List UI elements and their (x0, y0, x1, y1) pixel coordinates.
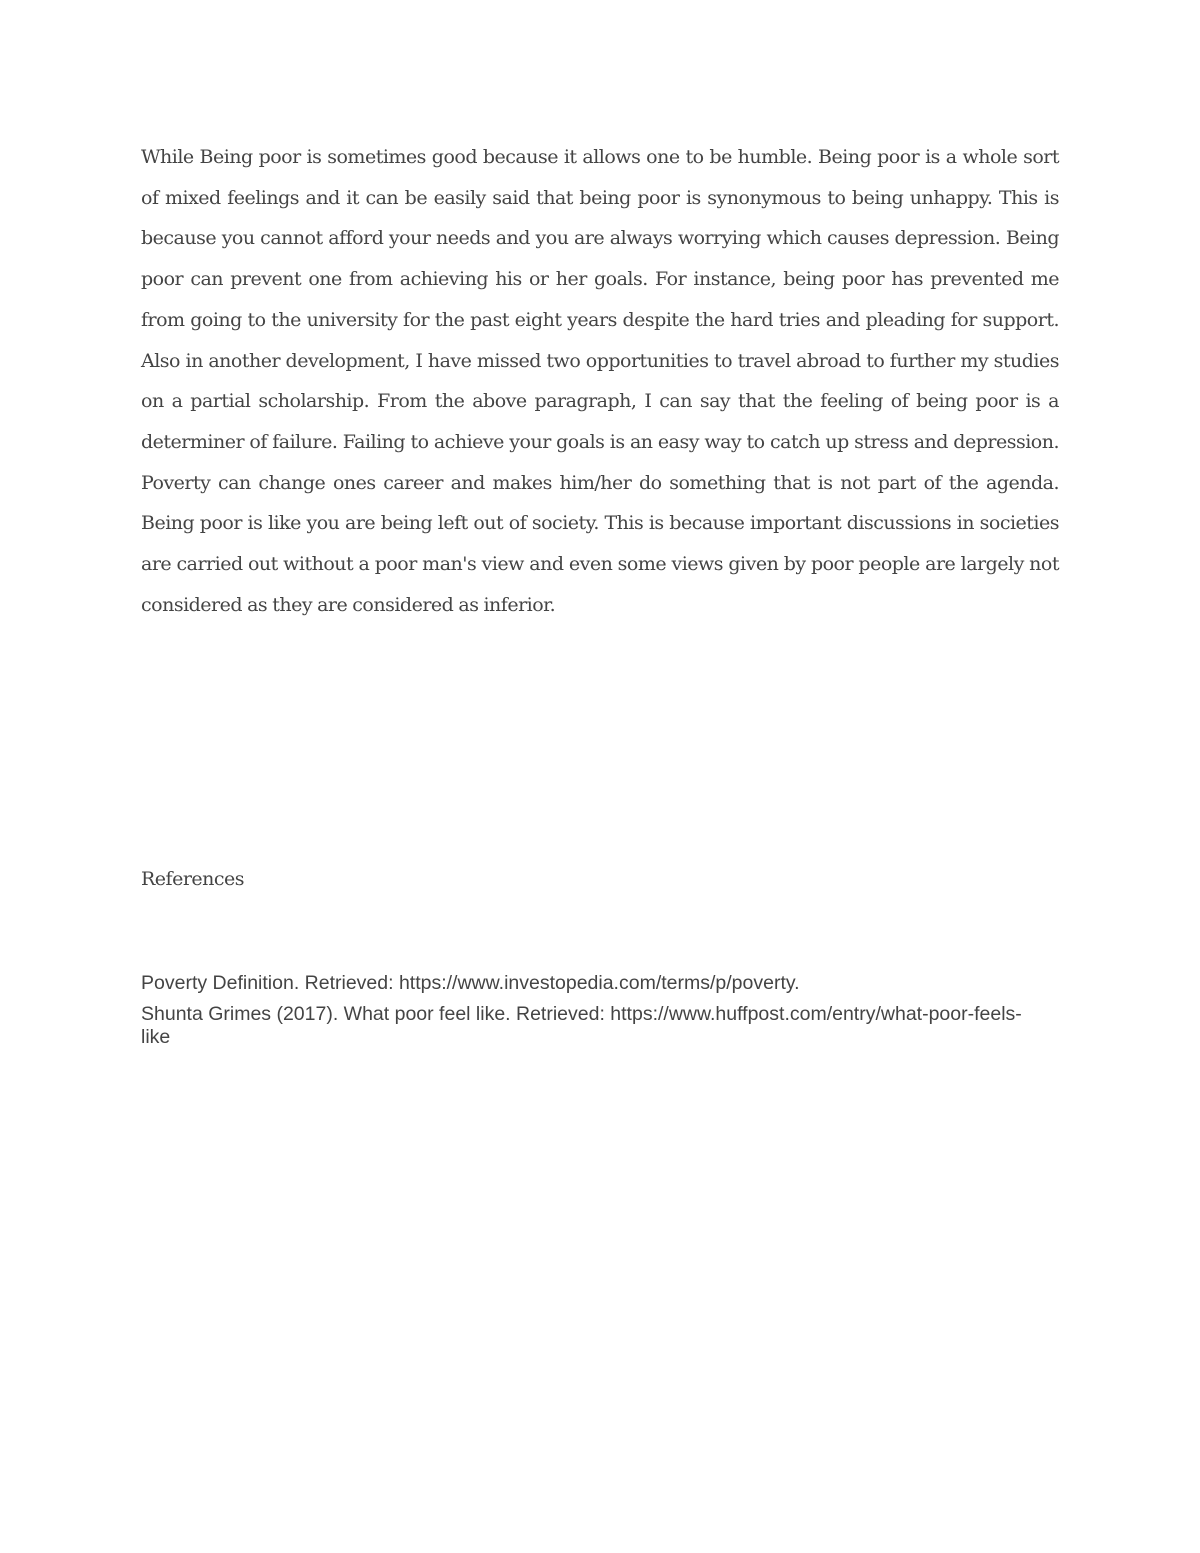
reference-item: Poverty Definition. Retrieved: https://www.investopedia.com/terms/p/poverty. (141, 972, 800, 994)
reference-item: Shunta Grimes (2017). What poor feel like. Retrieved: https://www.huffpost.com/entry/what-poor-feels-like (141, 1003, 1022, 1048)
references-heading: References (141, 868, 245, 890)
body-paragraph: While Being poor is sometimes good because it allows one to be humble. Being poor is a whole sort of mixed feelings and it can be easily said that being poor is synonymous to being unhappy. This is because you cannot afford your needs and you are always worrying which causes depression. Being poor can prevent one from achieving his or her goals. For instance, being poor has prevented me from going to the university for the past eight years despite the hard tries and pleading for support. Also in another development, I have missed two opportunities to travel abroad to further my studies on a partial scholarship. From the above paragraph, I can say that the feeling of being poor is a determiner of failure. Failing to achieve your goals is an easy way to catch up stress and depression. Poverty can change ones career and makes him/her do something that is not part of the agenda. Being poor is like you are being left out of society. This is because important discussions in societies are carried out without a poor man's view and even some views given by poor people are largely not considered as they are considered as inferior. (141, 146, 1059, 616)
reference-list (141, 972, 1041, 1057)
